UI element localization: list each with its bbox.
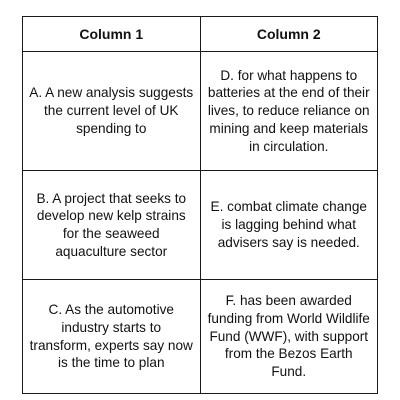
header-row <box>23 17 378 52</box>
table-cell: A. A new analysis suggests the current level of UK spending to <box>23 52 201 171</box>
table-cell: B. A project that seeks to develop new kelp strains for the seaweed aquaculture sector <box>23 171 201 280</box>
column-2-header: Column 2 <box>200 17 378 52</box>
column-1-header: Column 1 <box>23 17 201 52</box>
table-row <box>23 280 378 394</box>
table-cell: E. combat climate change is lagging behind what advisers say is needed. <box>200 171 378 280</box>
table-cell: C. As the automotive industry starts to transform, experts say now is the time to plan <box>23 280 201 394</box>
table-row <box>23 171 378 280</box>
table-row <box>23 52 378 171</box>
table-cell: F. has been awarded funding from World Wildlife Fund (WWF), with support from the Bezos Earth Fund. <box>200 280 378 394</box>
matching-table <box>22 16 378 394</box>
table-cell: D. for what happens to batteries at the end of their lives, to reduce reliance on mining and keep materials in circulation. <box>200 52 378 171</box>
